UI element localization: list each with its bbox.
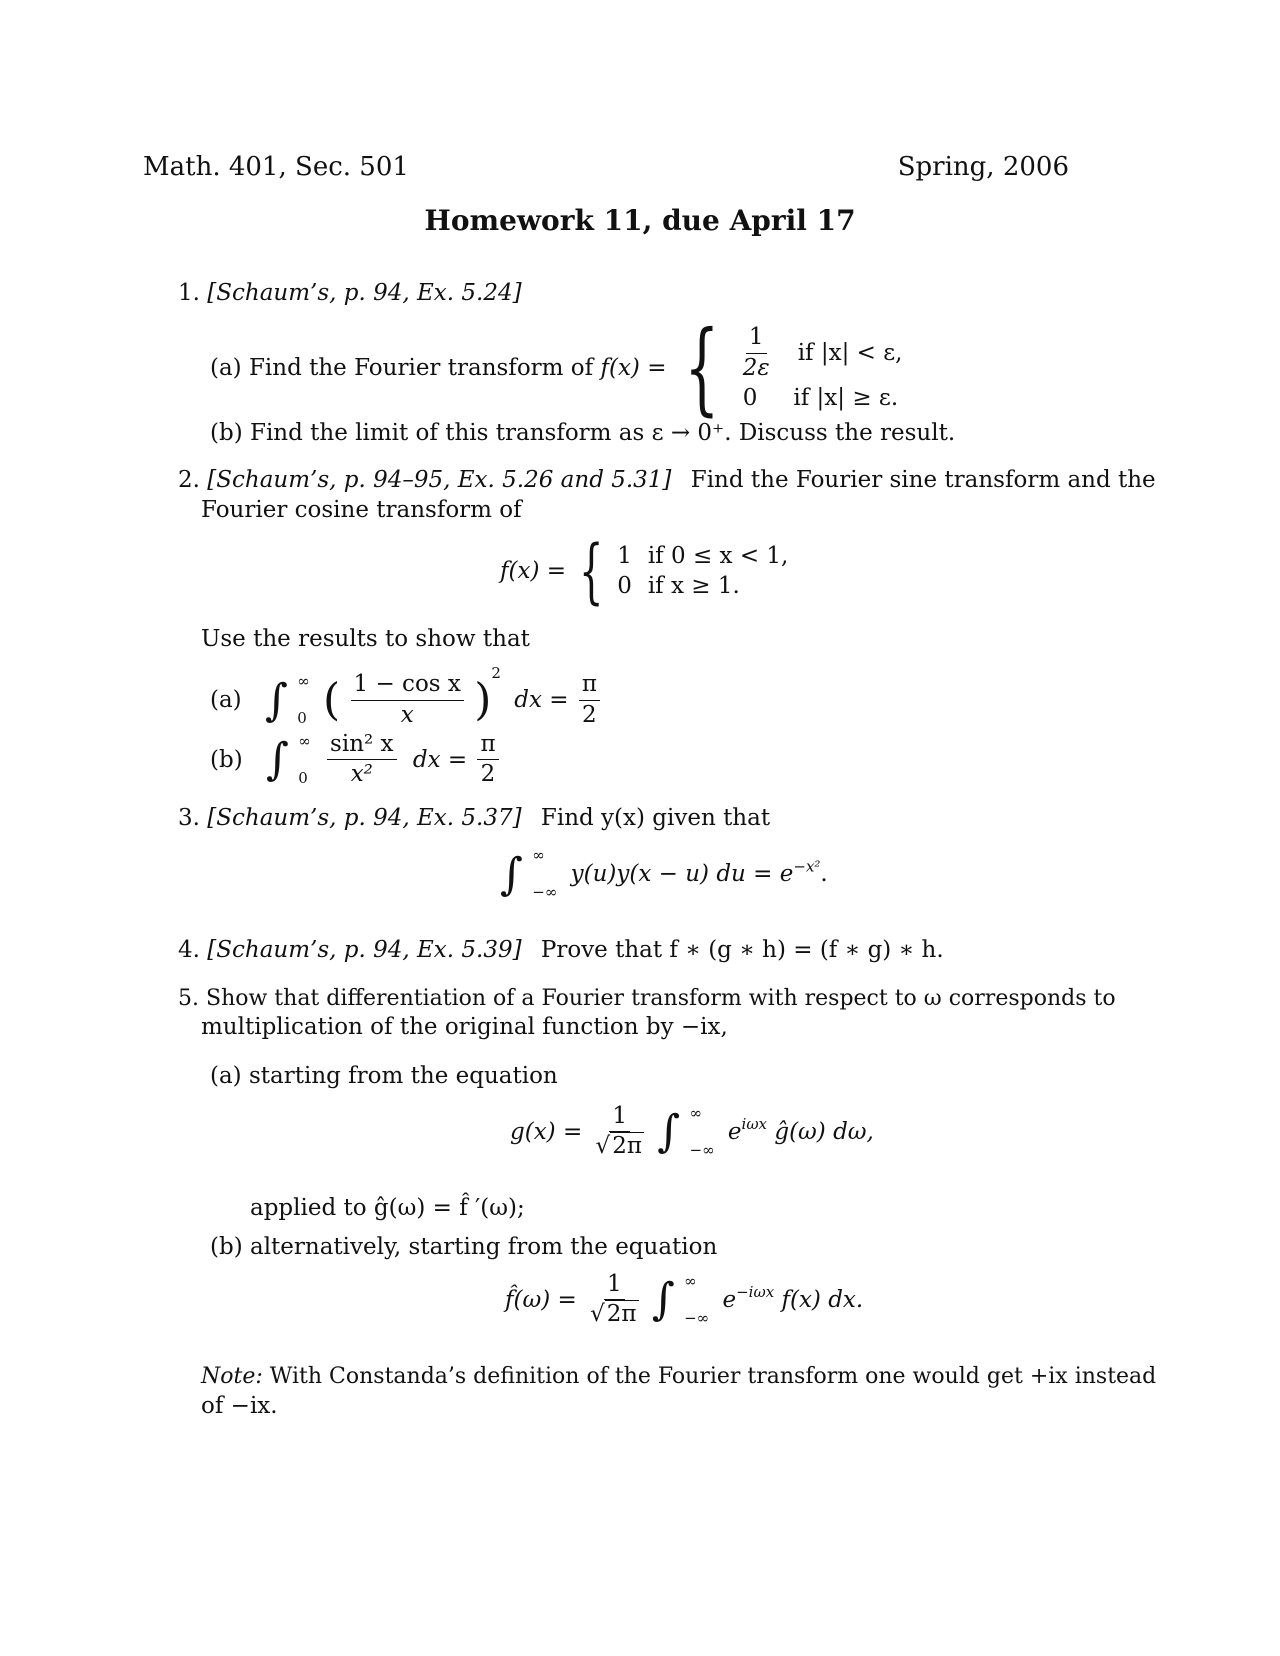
denominator: 2ε <box>742 354 770 381</box>
left-brace: { <box>579 530 604 612</box>
problem-4-heading <box>178 937 944 963</box>
course-label: Math. 401, Sec. 501 <box>143 152 409 182</box>
sqrt-sign: √ <box>595 1133 611 1160</box>
fraction <box>587 1272 641 1328</box>
equation-lhs: g(x) = <box>510 1118 583 1145</box>
problem-number: 1. <box>178 280 200 306</box>
note-line2: of −ix. <box>201 1393 278 1419</box>
problem-1a <box>210 309 903 426</box>
applied-to-text: applied to ĝ(ω) = f̂ ′(ω); <box>250 1195 525 1221</box>
problem-2-text-line2: Fourier cosine transform of <box>201 497 522 523</box>
problem-reference: [Schaum’s, p. 94–95, Ex. 5.26 and 5.31] <box>207 467 672 493</box>
problem-2-heading <box>178 467 1156 493</box>
problem-5-heading <box>178 986 1116 1011</box>
numerator: 1 − cos x <box>351 672 464 700</box>
problem-5-text-line2: multiplication of the original function by −ix, <box>201 1014 728 1040</box>
case-value: 0 <box>742 384 758 411</box>
problem-text: Prove that f ∗ (g ∗ h) = (f ∗ g) ∗ h. <box>540 937 944 963</box>
integrand-tail: f(x) dx. <box>781 1286 864 1313</box>
sqrt-sign: √ <box>590 1301 605 1328</box>
convolution-equation <box>500 848 828 900</box>
denominator: x² <box>350 761 373 788</box>
tail-text: dx = <box>514 687 569 713</box>
note-label: Note: <box>201 1364 263 1389</box>
numerator: π <box>579 672 600 700</box>
exp-base: e <box>727 1118 742 1145</box>
denominator <box>587 1300 641 1327</box>
lower-limit: 0 <box>298 768 308 787</box>
piecewise-cases <box>617 543 788 599</box>
case-condition: if |x| < ε, <box>797 340 903 366</box>
integrand: y(u)y(x − u) du = e <box>570 861 794 887</box>
part-label: (a) <box>210 687 242 713</box>
period: . <box>820 861 828 887</box>
numerator: 1 <box>609 1104 630 1132</box>
integral-sign: ∫ <box>264 674 288 726</box>
forward-transform-equation <box>505 1272 863 1328</box>
integrand-tail: ĝ(ω) dω, <box>774 1118 874 1145</box>
problem-reference: [Schaum’s, p. 94, Ex. 5.39] <box>207 937 522 963</box>
function-lhs: f(x) = <box>500 558 567 584</box>
problem-text: Show that differentiation of a Fourier transform with respect to ω corresponds to <box>206 986 1116 1011</box>
left-paren: ( <box>323 674 341 726</box>
note-text: With Constanda’s definition of the Fourier transform one would get +ix instead <box>269 1364 1157 1389</box>
exponent: 2 <box>491 664 501 682</box>
denominator <box>593 1132 647 1159</box>
radicand: 2π <box>612 1133 642 1160</box>
integral-limits <box>684 1271 710 1327</box>
radicand: 2π <box>606 1301 637 1328</box>
integral-sign: ∫ <box>500 848 523 900</box>
exponent: iωx <box>741 1115 768 1134</box>
problem-2-function <box>500 530 789 612</box>
exponent: −x² <box>793 857 821 876</box>
piecewise-cases <box>737 325 903 411</box>
right-paren: ) <box>474 674 492 726</box>
equation-lhs: f̂(ω) = <box>505 1286 577 1313</box>
rhs-fraction <box>477 732 498 788</box>
problem-number: 4. <box>178 937 200 963</box>
problem-text: Find y(x) given that <box>540 805 771 831</box>
problem-1b: (b) Find the limit of this transform as ε → 0⁺. Discuss the result. <box>210 420 956 446</box>
problem-5b: (b) alternatively, starting from the equation <box>210 1234 718 1260</box>
upper-limit: ∞ <box>298 731 311 750</box>
case-value: 0 <box>617 573 632 599</box>
integral-sign: ∫ <box>265 734 289 786</box>
part-text: (a) Find the Fourier transform of <box>210 355 594 381</box>
upper-limit: ∞ <box>684 1271 697 1290</box>
exp-base: e <box>722 1286 737 1313</box>
numerator: sin² x <box>327 732 396 760</box>
problem-number: 2. <box>178 467 200 493</box>
left-brace: { <box>684 309 720 426</box>
term-label: Spring, 2006 <box>897 152 1069 182</box>
case-row <box>737 325 903 381</box>
integral-limits <box>298 731 311 787</box>
lower-limit: −∞ <box>684 1308 710 1327</box>
lower-limit: −∞ <box>689 1140 715 1159</box>
problem-number: 3. <box>178 805 200 831</box>
case-row <box>617 543 788 569</box>
fraction <box>740 325 773 381</box>
case-row <box>737 385 903 411</box>
problem-text: Find the Fourier sine transform and the <box>690 467 1156 493</box>
numerator: 1 <box>604 1272 625 1300</box>
use-results-text: Use the results to show that <box>201 626 530 652</box>
numerator: π <box>477 732 498 760</box>
upper-limit: ∞ <box>532 846 545 864</box>
integral-limits <box>532 848 557 900</box>
problem-3-heading <box>178 805 770 831</box>
exponent: −iωx <box>736 1283 775 1302</box>
integral-sign: ∫ <box>651 1274 675 1326</box>
rhs-fraction <box>579 672 600 728</box>
upper-limit: ∞ <box>297 672 310 690</box>
identity-a <box>210 664 603 728</box>
fraction <box>593 1104 647 1160</box>
fraction <box>327 732 396 788</box>
fraction <box>351 672 464 728</box>
case-condition: if |x| ≥ ε. <box>793 384 899 411</box>
denominator: 2 <box>582 701 597 728</box>
tail-text: dx = <box>412 746 468 773</box>
function-lhs: f(x) = <box>600 355 667 381</box>
case-condition: if x ≥ 1. <box>647 573 740 599</box>
upper-limit: ∞ <box>689 1103 703 1122</box>
problem-reference: [Schaum’s, p. 94, Ex. 5.37] <box>207 805 522 831</box>
inverse-transform-equation <box>510 1104 874 1160</box>
integral-sign: ∫ <box>657 1106 681 1158</box>
lower-limit: 0 <box>297 709 307 727</box>
identity-b <box>210 732 502 788</box>
denominator: 2 <box>480 761 496 788</box>
problem-1-heading <box>178 280 522 306</box>
numerator: 1 <box>746 325 767 353</box>
integral-limits <box>297 674 310 726</box>
case-value: 1 <box>617 543 632 569</box>
part-label: (b) <box>210 746 243 773</box>
case-condition: if 0 ≤ x < 1, <box>647 543 789 569</box>
problem-number: 5. <box>178 986 199 1011</box>
page-title: Homework 11, due April 17 <box>424 204 856 237</box>
integral-limits <box>689 1103 715 1159</box>
lower-limit: −∞ <box>532 883 558 901</box>
problem-reference: [Schaum’s, p. 94, Ex. 5.24] <box>207 280 522 306</box>
case-row <box>617 573 788 599</box>
problem-5a: (a) starting from the equation <box>210 1063 558 1089</box>
denominator: x <box>400 701 414 728</box>
note-line1 <box>201 1364 1156 1389</box>
